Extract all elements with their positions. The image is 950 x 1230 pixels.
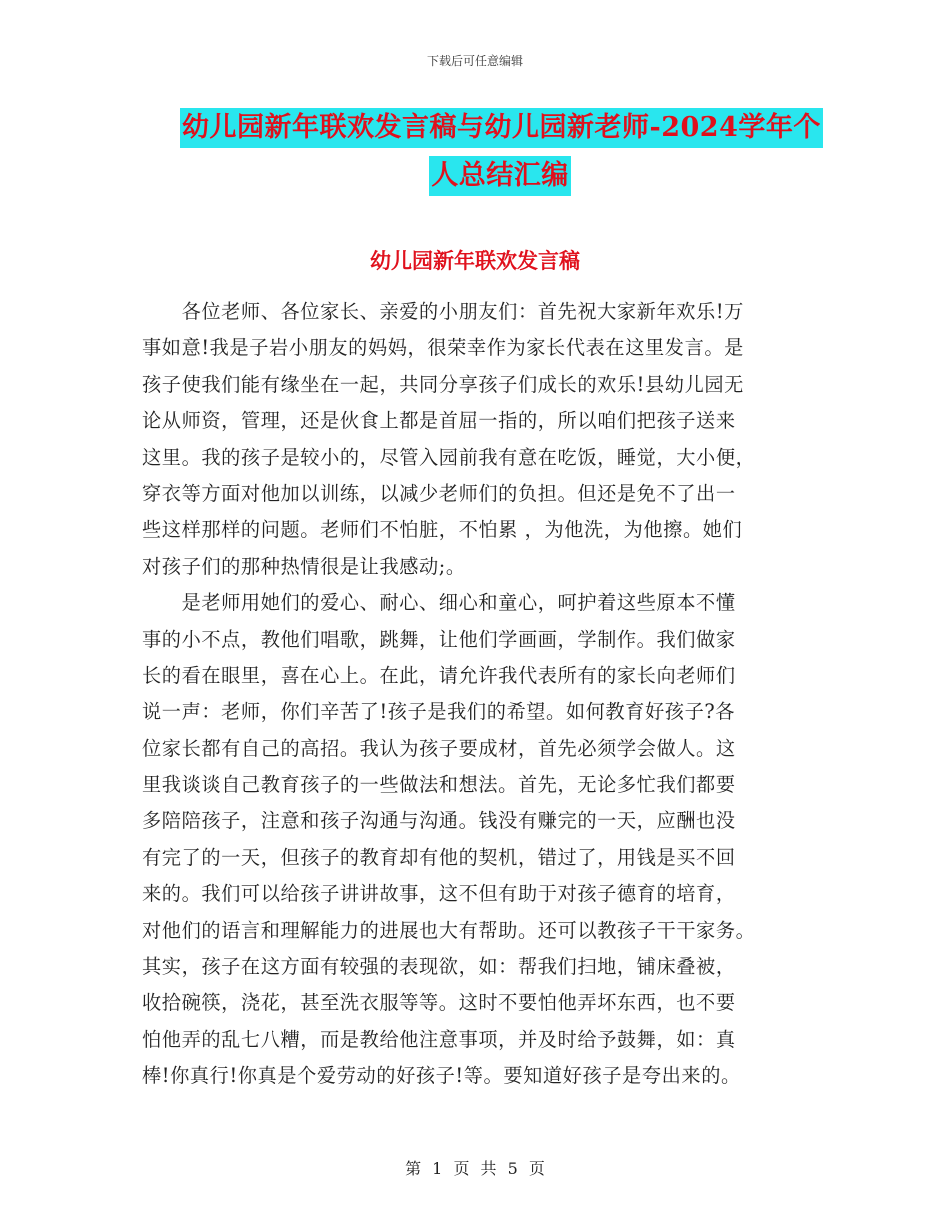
title-line-1: 幼儿园新年联欢发言稿与幼儿园新老师-2024学年个	[180, 108, 823, 148]
body-line: 长的看在眼里，喜在心上。在此，请允许我代表所有的家长向老师们	[142, 663, 736, 687]
section-heading: 幼儿园新年联欢发言稿	[370, 248, 580, 273]
body-line: 事如意!我是子岩小朋友的妈妈，很荣幸作为家长代表在这里发言。是	[142, 336, 744, 360]
body-line: 多陪陪孩子，注意和孩子沟通与沟通。钱没有赚完的一天，应酬也没	[142, 809, 736, 833]
body-line: 各位老师、各位家长、亲爱的小朋友们：首先祝大家新年欢乐!万	[142, 300, 744, 323]
document-title	[180, 108, 820, 196]
body-line: 穿衣等方面对他加以训练，以减少老师们的负担。但还是免不了出一	[142, 481, 736, 505]
body-line: 对孩子们的那种热情很是让我感动;。	[142, 554, 466, 578]
body-line: 里我谈谈自己教育孩子的一些做法和想法。首先，无论多忙我们都要	[142, 773, 736, 797]
body-line: 说一声：老师，你们辛苦了!孩子是我们的希望。如何教育好孩子?各	[142, 700, 736, 724]
page-header-note: 下载后可任意编辑	[426, 54, 523, 68]
body-line: 是老师用她们的爱心、耐心、细心和童心，呵护着这些原本不懂	[142, 591, 736, 615]
body-line: 论从师资，管理，还是伙食上都是首屈一指的，所以咱们把孩子送来	[142, 409, 736, 433]
body-line: 其实，孩子在这方面有较强的表现欲，如：帮我们扫地，铺床叠被，	[142, 955, 736, 979]
body-text	[142, 294, 812, 1095]
body-line: 有完了的一天，但孩子的教育却有他的契机，错过了，用钱是买不回	[142, 845, 736, 869]
body-line: 对他们的语言和理解能力的进展也大有帮助。还可以教孩子干干家务。	[142, 918, 756, 942]
body-line: 位家长都有自己的高招。我认为孩子要成材，首先必须学会做人。这	[142, 736, 736, 760]
body-line: 些这样那样的问题。老师们不怕脏，不怕累 ，为他洗，为他擦。她们	[142, 518, 743, 542]
body-line: 事的小不点，教他们唱歌，跳舞，让他们学画画，学制作。我们做家	[142, 627, 736, 651]
page-footer: 第 1 页 共 5 页	[405, 1159, 545, 1178]
body-line: 来的。我们可以给孩子讲讲故事，这不但有助于对孩子德育的培育，	[142, 882, 736, 906]
title-line-2: 人总结汇编	[429, 156, 571, 196]
body-line: 怕他弄的乱七八糟，而是教给他注意事项，并及时给予鼓舞，如：真	[142, 1027, 736, 1051]
body-line: 孩子使我们能有缘坐在一起，共同分享孩子们成长的欢乐!县幼儿园无	[142, 372, 744, 396]
body-line: 这里。我的孩子是较小的，尽管入园前我有意在吃饭，睡觉，大小便，	[142, 445, 756, 469]
body-line: 收拾碗筷，浇花，甚至洗衣服等等。这时不要怕他弄坏东西，也不要	[142, 991, 736, 1015]
body-line: 棒!你真行!你真是个爱劳动的好孩子!等。要知道好孩子是夸出来的。	[142, 1064, 741, 1088]
